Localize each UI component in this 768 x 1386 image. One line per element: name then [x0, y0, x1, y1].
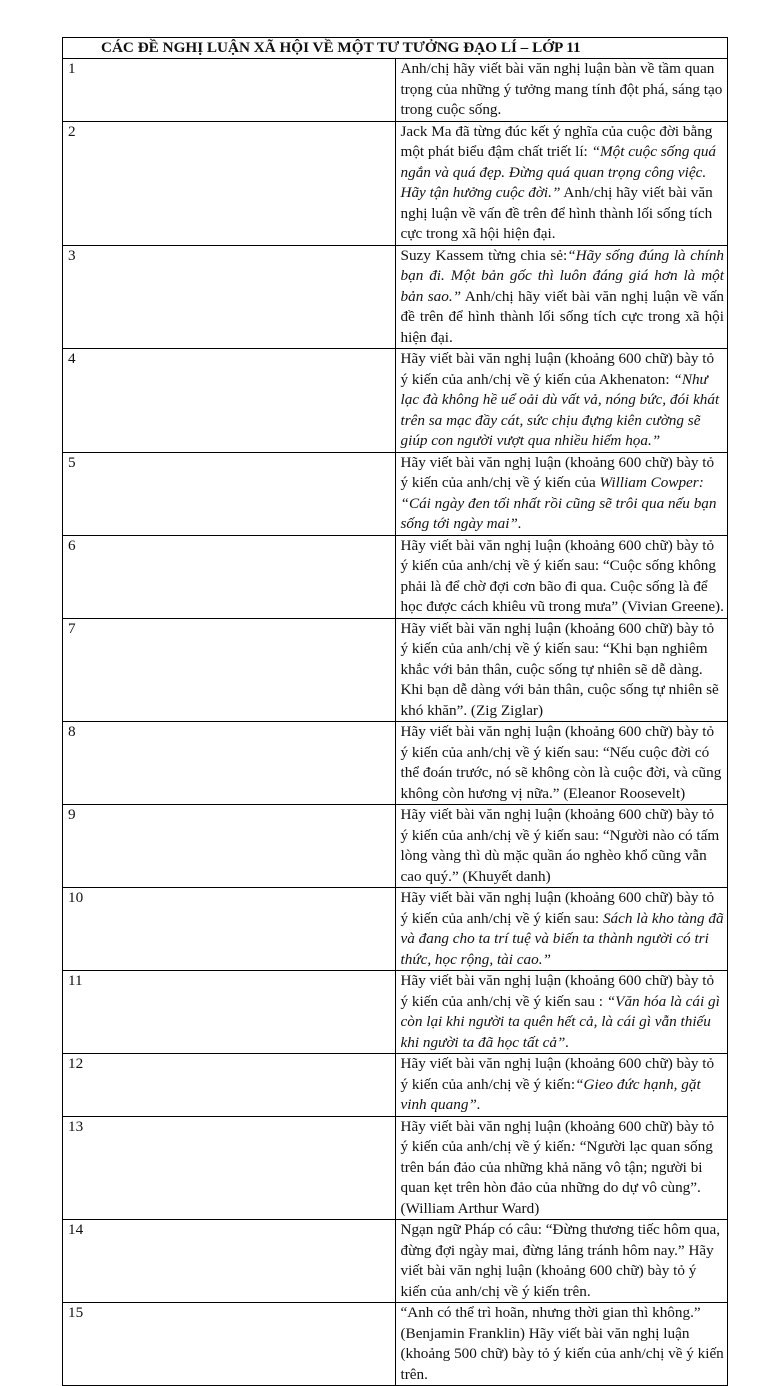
topic-text: [395, 349, 728, 453]
prompt-text: Hãy viết bài văn nghị luận (khoảng 600 chữ) bày tỏ ý kiến của anh/chị về ý kiến sau:: [400, 889, 715, 927]
row-number: 4: [63, 349, 396, 453]
row-number: 14: [63, 1220, 396, 1303]
prompt-text: “Anh có thể trì hoãn, nhưng thời gian thì không.” (Benjamin Franklin) Hãy viết bài văn nghị luận (khoảng 500 chữ) bày tỏ ý kiến của anh/chị về ý kiến trên.: [400, 1304, 724, 1383]
row-number: 10: [63, 888, 396, 971]
topic-text: [395, 618, 728, 722]
document-page: [62, 37, 728, 1386]
table-row: [63, 1116, 728, 1220]
quote-text: :: [570, 1138, 576, 1155]
topic-text: [395, 121, 728, 245]
topic-text: [395, 535, 728, 618]
table-row: [63, 888, 728, 971]
table-row: [63, 722, 728, 805]
topic-text: [395, 722, 728, 805]
table-body: [63, 38, 728, 1386]
essay-topics-table: [62, 37, 728, 1386]
document-title: CÁC ĐỀ NGHỊ LUẬN XÃ HỘI VỀ MỘT TƯ TƯỞNG ĐẠO LÍ – LỚP 11: [63, 38, 728, 59]
row-number: 1: [63, 59, 396, 122]
prompt-text: Hãy viết bài văn nghị luận (khoảng 600 chữ) bày tỏ ý kiến của anh/chị về ý kiến: [400, 1117, 715, 1155]
quote-text: “Một cuộc sống quá ngắn và quá đẹp. Đừng quá quan trọng công việc. Hãy tận hưởng cuộc đời.”: [400, 143, 717, 201]
row-number: 5: [63, 452, 396, 535]
table-title-row: [63, 38, 728, 59]
prompt-text: Hãy viết bài văn nghị luận (khoảng 600 chữ) bày tỏ ý kiến của anh/chị về ý kiến sau :: [400, 972, 715, 1010]
topic-text: [395, 1303, 728, 1386]
table-row: [63, 618, 728, 722]
table-row: [63, 121, 728, 245]
prompt-text: Hãy viết bài văn nghị luận (khoảng 600 chữ) bày tỏ ý kiến của anh/chị về ý kiến của: [400, 453, 715, 491]
table-row: [63, 349, 728, 453]
prompt-text: Jack Ma đã từng đúc kết ý nghĩa của cuộc đời bằng một phát biểu đậm chất triết lí:: [400, 122, 713, 160]
table-row: [63, 1054, 728, 1117]
row-number: 11: [63, 971, 396, 1054]
quote-text: William Cowper: “Cái ngày đen tối nhất rồi cũng sẽ trôi qua nếu bạn sống tới ngày mai”.: [400, 474, 717, 532]
quote-text: “Văn hóa là cái gì còn lại khi người ta quên hết cả, là cái gì vẫn thiếu khi người ta đã học tất cả”.: [400, 992, 720, 1051]
row-number: 8: [63, 722, 396, 805]
prompt-text: Hãy viết bài văn nghị luận (khoảng 600 chữ) bày tỏ ý kiến của anh/chị về ý kiến sau: “Nếu cuộc đời có thể đoán trước, nó sẽ không còn là cuộc đời, và cũng không còn hương vị nữa.” (Eleanor Roosevelt): [400, 723, 722, 802]
table-row: [63, 805, 728, 888]
table-row: [63, 1303, 728, 1386]
table-row: [63, 452, 728, 535]
row-number: 9: [63, 805, 396, 888]
prompt-text: Hãy viết bài văn nghị luận (khoảng 600 chữ) bày tỏ ý kiến của anh/chị về ý kiến sau: “Khi bạn nghiêm khắc với bản thân, cuộc sống tự nhiên sẽ dễ dàng. Khi bạn dễ dàng với bản thân, cuộc sống tự nhiên sẽ khó khăn”. (Zig Ziglar): [400, 619, 719, 719]
prompt-text: Hãy viết bài văn nghị luận (khoảng 600 chữ) bày tỏ ý kiến của anh/chị về ý kiến sau: “Cuộc sống không phải là để chờ đợi cơn bão đi qua. Cuộc sống là để học được cách khiêu vũ trong mưa” (Vivian Greene).: [400, 536, 724, 615]
topic-text: [395, 1220, 728, 1303]
quote-text: “Như lạc đà không hề uể oải dù vất vả, nóng bức, đói khát trên sa mạc đầy cát, sức chịu đựng kiên cường sẽ giúp con người vượt qua nhiều hiểm họa.”: [400, 370, 720, 449]
row-number: 15: [63, 1303, 396, 1386]
row-number: 6: [63, 535, 396, 618]
row-number: 12: [63, 1054, 396, 1117]
prompt-text: Anh/chị hãy viết bài văn nghị luận về vấn đề trên để hình thành lối sống tích cực trong xã hội hiện đại.: [400, 287, 724, 346]
prompt-text: Hãy viết bài văn nghị luận (khoảng 600 chữ) bày tỏ ý kiến của anh/chị về ý kiến:: [400, 1055, 715, 1093]
topic-text: [395, 452, 728, 535]
row-number: 13: [63, 1116, 396, 1220]
prompt-text: Anh/chị hãy viết bài văn nghị luận bàn về tầm quan trọng của những ý tưởng mang tính đột phá, sáng tạo trong cuộc sống.: [400, 60, 723, 118]
table-row: [63, 59, 728, 122]
prompt-text: “Người lạc quan sống trên bán đảo của những khả năng vô tận; người bi quan kẹt trên hòn đảo của những do dự vô cùng”. (William Arthur Ward): [400, 1138, 713, 1217]
topic-text: [395, 59, 728, 122]
topic-text: [395, 805, 728, 888]
prompt-text: Ngạn ngữ Pháp có câu: “Đừng thương tiếc hôm qua, đừng đợi ngày mai, đừng lảng tránh hôm nay.” Hãy viết bài văn nghị luận (khoảng 600 chữ) bày tỏ ý kiến của anh/chị về ý kiến trên.: [400, 1221, 721, 1300]
table-row: [63, 1220, 728, 1303]
table-row: [63, 535, 728, 618]
table-row: [63, 245, 728, 349]
topic-text: [395, 888, 728, 971]
topic-text: [395, 1054, 728, 1117]
row-number: 3: [63, 245, 396, 349]
row-number: 7: [63, 618, 396, 722]
quote-text: “Gieo đức hạnh, gặt vinh quang”.: [400, 1075, 701, 1113]
topic-text: [395, 1116, 728, 1220]
prompt-text: Hãy viết bài văn nghị luận (khoảng 600 chữ) bày tỏ ý kiến của anh/chị về ý kiến sau: “Người nào có tấm lòng vàng thì dù mặc quần áo nghèo khổ cũng vẫn cao quý.” (Khuyết danh): [400, 806, 720, 885]
prompt-text: Suzy Kassem từng chia sẻ:: [400, 246, 568, 264]
prompt-text: Hãy viết bài văn nghị luận (khoảng 600 chữ) bày tỏ ý kiến của anh/chị về ý kiến của Akhenaton:: [400, 350, 715, 388]
prompt-text: Anh/chị hãy viết bài văn nghị luận về vấn đề trên để hình thành lối sống tích cực trong xã hội hiện đại.: [400, 184, 713, 242]
table-row: [63, 971, 728, 1054]
topic-text: [395, 971, 728, 1054]
row-number: 2: [63, 121, 396, 245]
topic-text: [395, 245, 728, 349]
quote-text: “Hãy sống đúng là chính bạn đi. Một bản gốc thì luôn đáng giá hơn là một bản sao.”: [400, 246, 725, 305]
quote-text: Sách là kho tàng đã và đang cho ta trí tuệ và biến ta thành người có tri thức, học rộng, tài cao.”: [400, 909, 724, 968]
